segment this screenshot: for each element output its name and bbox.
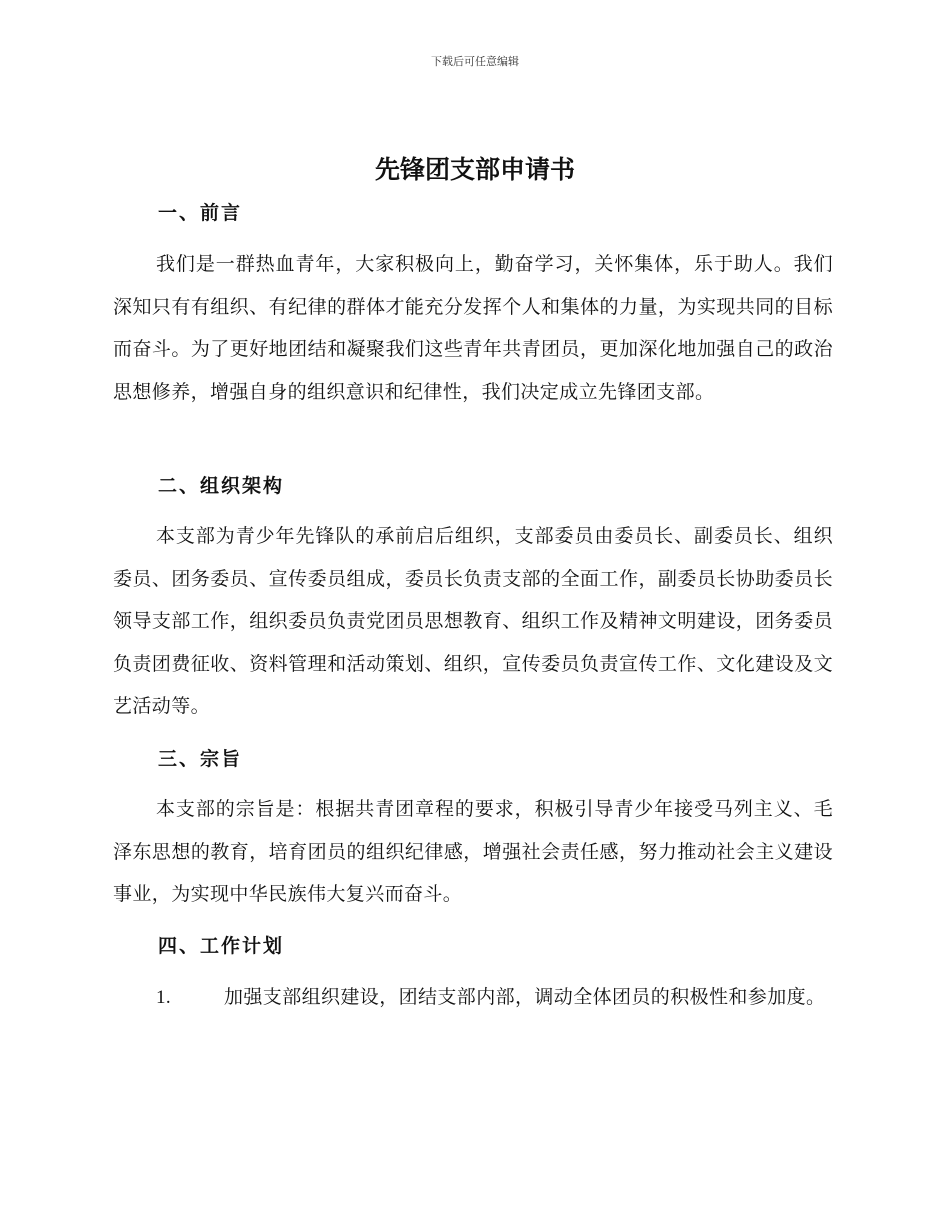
document-title: 先锋团支部申请书 <box>374 155 575 184</box>
header-note: 下载后可任意编辑 <box>431 55 519 68</box>
section-heading-preface: 一、前言 <box>158 202 243 224</box>
section-paragraph-purpose: 本支部的宗旨是：根据共青团章程的要求，积极引导青少年接受马列主义、毛泽东思想的教育，培育团员的组织纪律感，增强社会责任感，努力推动社会主义建设事业，为实现中华民族伟大复兴而奋斗。 <box>113 798 833 905</box>
section-paragraph-structure: 本支部为青少年先锋队的承前启后组织，支部委员由委员长、副委员长、组织委员、团务委员、宣传委员组成，委员长负责支部的全面工作，副委员长协助委员长领导支部工作，组织委员负责党团员思想教育、组织工作及精神文明建设，团务委员负责团费征收、资料管理和活动策划、组织，宣传委员负责宣传工作、文化建设及文艺活动等。 <box>113 525 833 717</box>
section-paragraph-preface: 我们是一群热血青年，大家积极向上，勤奋学习，关怀集体，乐于助人。我们深知只有有组织、有纪律的群体才能充分发挥个人和集体的力量，为实现共同的目标而奋斗。为了更好地团结和凝聚我们这些青年共青团员，更加深化地加强自己的政治思想修养，增强自身的组织意识和纪律性，我们决定成立先锋团支部。 <box>113 253 833 403</box>
section-heading-work-plan: 四、工作计划 <box>158 935 285 957</box>
section-heading-purpose: 三、宗旨 <box>158 748 243 770</box>
list-item-number: 1. <box>156 987 172 1008</box>
section-heading-structure: 二、组织架构 <box>158 475 285 497</box>
list-item <box>113 976 833 1020</box>
list-item-text: 加强支部组织建设，团结支部内部，调动全体团员的积极性和参加度。 <box>224 986 826 1008</box>
